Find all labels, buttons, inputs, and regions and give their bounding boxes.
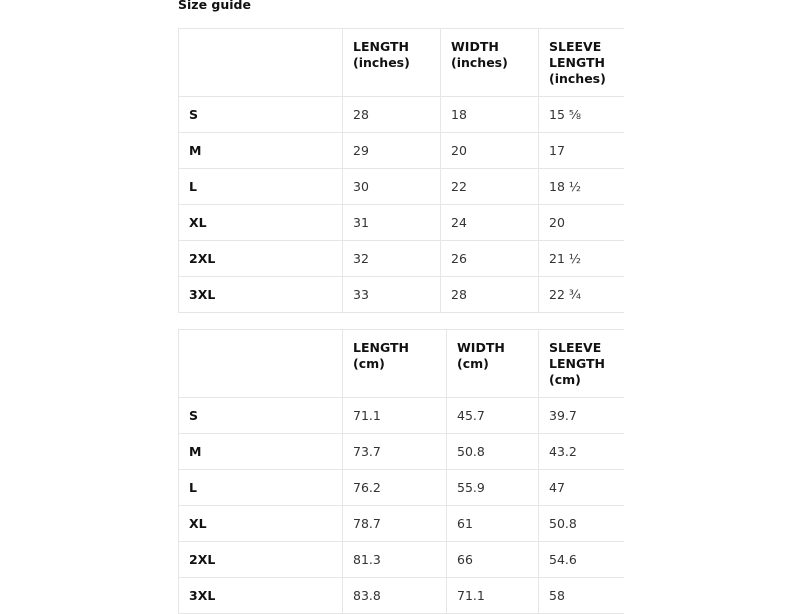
header-cell-sleeve: [539, 330, 624, 398]
size-cell: S: [179, 97, 343, 133]
header-unit: (inches): [549, 71, 606, 86]
size-cell: 2XL: [179, 241, 343, 277]
length-cell: 83.8: [343, 578, 447, 614]
sleeve-cell: 43.2: [539, 434, 624, 470]
width-cell: 24: [441, 205, 539, 241]
length-cell: 32: [343, 241, 441, 277]
length-cell: 33: [343, 277, 441, 313]
size-cell: 3XL: [179, 277, 343, 313]
width-cell: 61: [447, 506, 539, 542]
width-cell: 45.7: [447, 398, 539, 434]
header-row: [179, 330, 624, 398]
table-row: [179, 398, 624, 434]
length-cell: 73.7: [343, 434, 447, 470]
table-row: [179, 470, 624, 506]
header-unit: (cm): [353, 356, 385, 371]
width-cell: 28: [441, 277, 539, 313]
header-unit: (inches): [353, 55, 410, 70]
header-cell-width: [447, 330, 539, 398]
header-label: SLEEVE: [549, 340, 602, 355]
table-row: [179, 241, 624, 277]
header-cell-size: [179, 330, 343, 398]
header-label: LENGTH: [549, 55, 605, 70]
length-cell: 71.1: [343, 398, 447, 434]
page-title: Size guide: [178, 0, 251, 12]
sleeve-cell: 20: [539, 205, 624, 241]
width-cell: 50.8: [447, 434, 539, 470]
sleeve-cell: 15 ⅝: [539, 97, 624, 133]
table-row: [179, 277, 624, 313]
width-cell: 26: [441, 241, 539, 277]
header-label: LENGTH: [353, 340, 409, 355]
sleeve-cell: 50.8: [539, 506, 624, 542]
length-cell: 31: [343, 205, 441, 241]
size-cell: M: [179, 133, 343, 169]
length-cell: 30: [343, 169, 441, 205]
width-cell: 22: [441, 169, 539, 205]
sleeve-cell: 58: [539, 578, 624, 614]
width-cell: 18: [441, 97, 539, 133]
sleeve-cell: 47: [539, 470, 624, 506]
header-label: SLEEVE: [549, 39, 602, 54]
header-cell-length: [343, 29, 441, 97]
sleeve-cell: 22 ¾: [539, 277, 624, 313]
table-row: [179, 578, 624, 614]
table-row: [179, 542, 624, 578]
sleeve-cell: 39.7: [539, 398, 624, 434]
size-cell: L: [179, 470, 343, 506]
length-cell: 78.7: [343, 506, 447, 542]
table-row: [179, 133, 624, 169]
length-cell: 28: [343, 97, 441, 133]
table-row: [179, 169, 624, 205]
table-row: [179, 506, 624, 542]
size-cell: S: [179, 398, 343, 434]
size-cell: 3XL: [179, 578, 343, 614]
header-unit: (cm): [457, 356, 489, 371]
width-cell: 20: [441, 133, 539, 169]
header-label: LENGTH: [353, 39, 409, 54]
header-unit: (inches): [451, 55, 508, 70]
width-cell: 55.9: [447, 470, 539, 506]
width-cell: 66: [447, 542, 539, 578]
header-label: WIDTH: [451, 39, 499, 54]
size-cell: L: [179, 169, 343, 205]
sleeve-cell: 18 ½: [539, 169, 624, 205]
sleeve-cell: 21 ½: [539, 241, 624, 277]
header-cell-length: [343, 330, 447, 398]
header-row: [179, 29, 624, 97]
size-cell: XL: [179, 205, 343, 241]
header-cell-width: [441, 29, 539, 97]
length-cell: 29: [343, 133, 441, 169]
header-cell-size: [179, 29, 343, 97]
sleeve-cell: 17: [539, 133, 624, 169]
length-cell: 76.2: [343, 470, 447, 506]
header-label: LENGTH: [549, 356, 605, 371]
table-row: [179, 97, 624, 133]
header-label: WIDTH: [457, 340, 505, 355]
size-table-inches: [178, 28, 624, 313]
size-cell: 2XL: [179, 542, 343, 578]
size-cell: M: [179, 434, 343, 470]
width-cell: 71.1: [447, 578, 539, 614]
header-unit: (cm): [549, 372, 581, 387]
size-table-cm: [178, 329, 624, 614]
length-cell: 81.3: [343, 542, 447, 578]
header-cell-sleeve: [539, 29, 624, 97]
sleeve-cell: 54.6: [539, 542, 624, 578]
table-row: [179, 205, 624, 241]
size-cell: XL: [179, 506, 343, 542]
table-row: [179, 434, 624, 470]
